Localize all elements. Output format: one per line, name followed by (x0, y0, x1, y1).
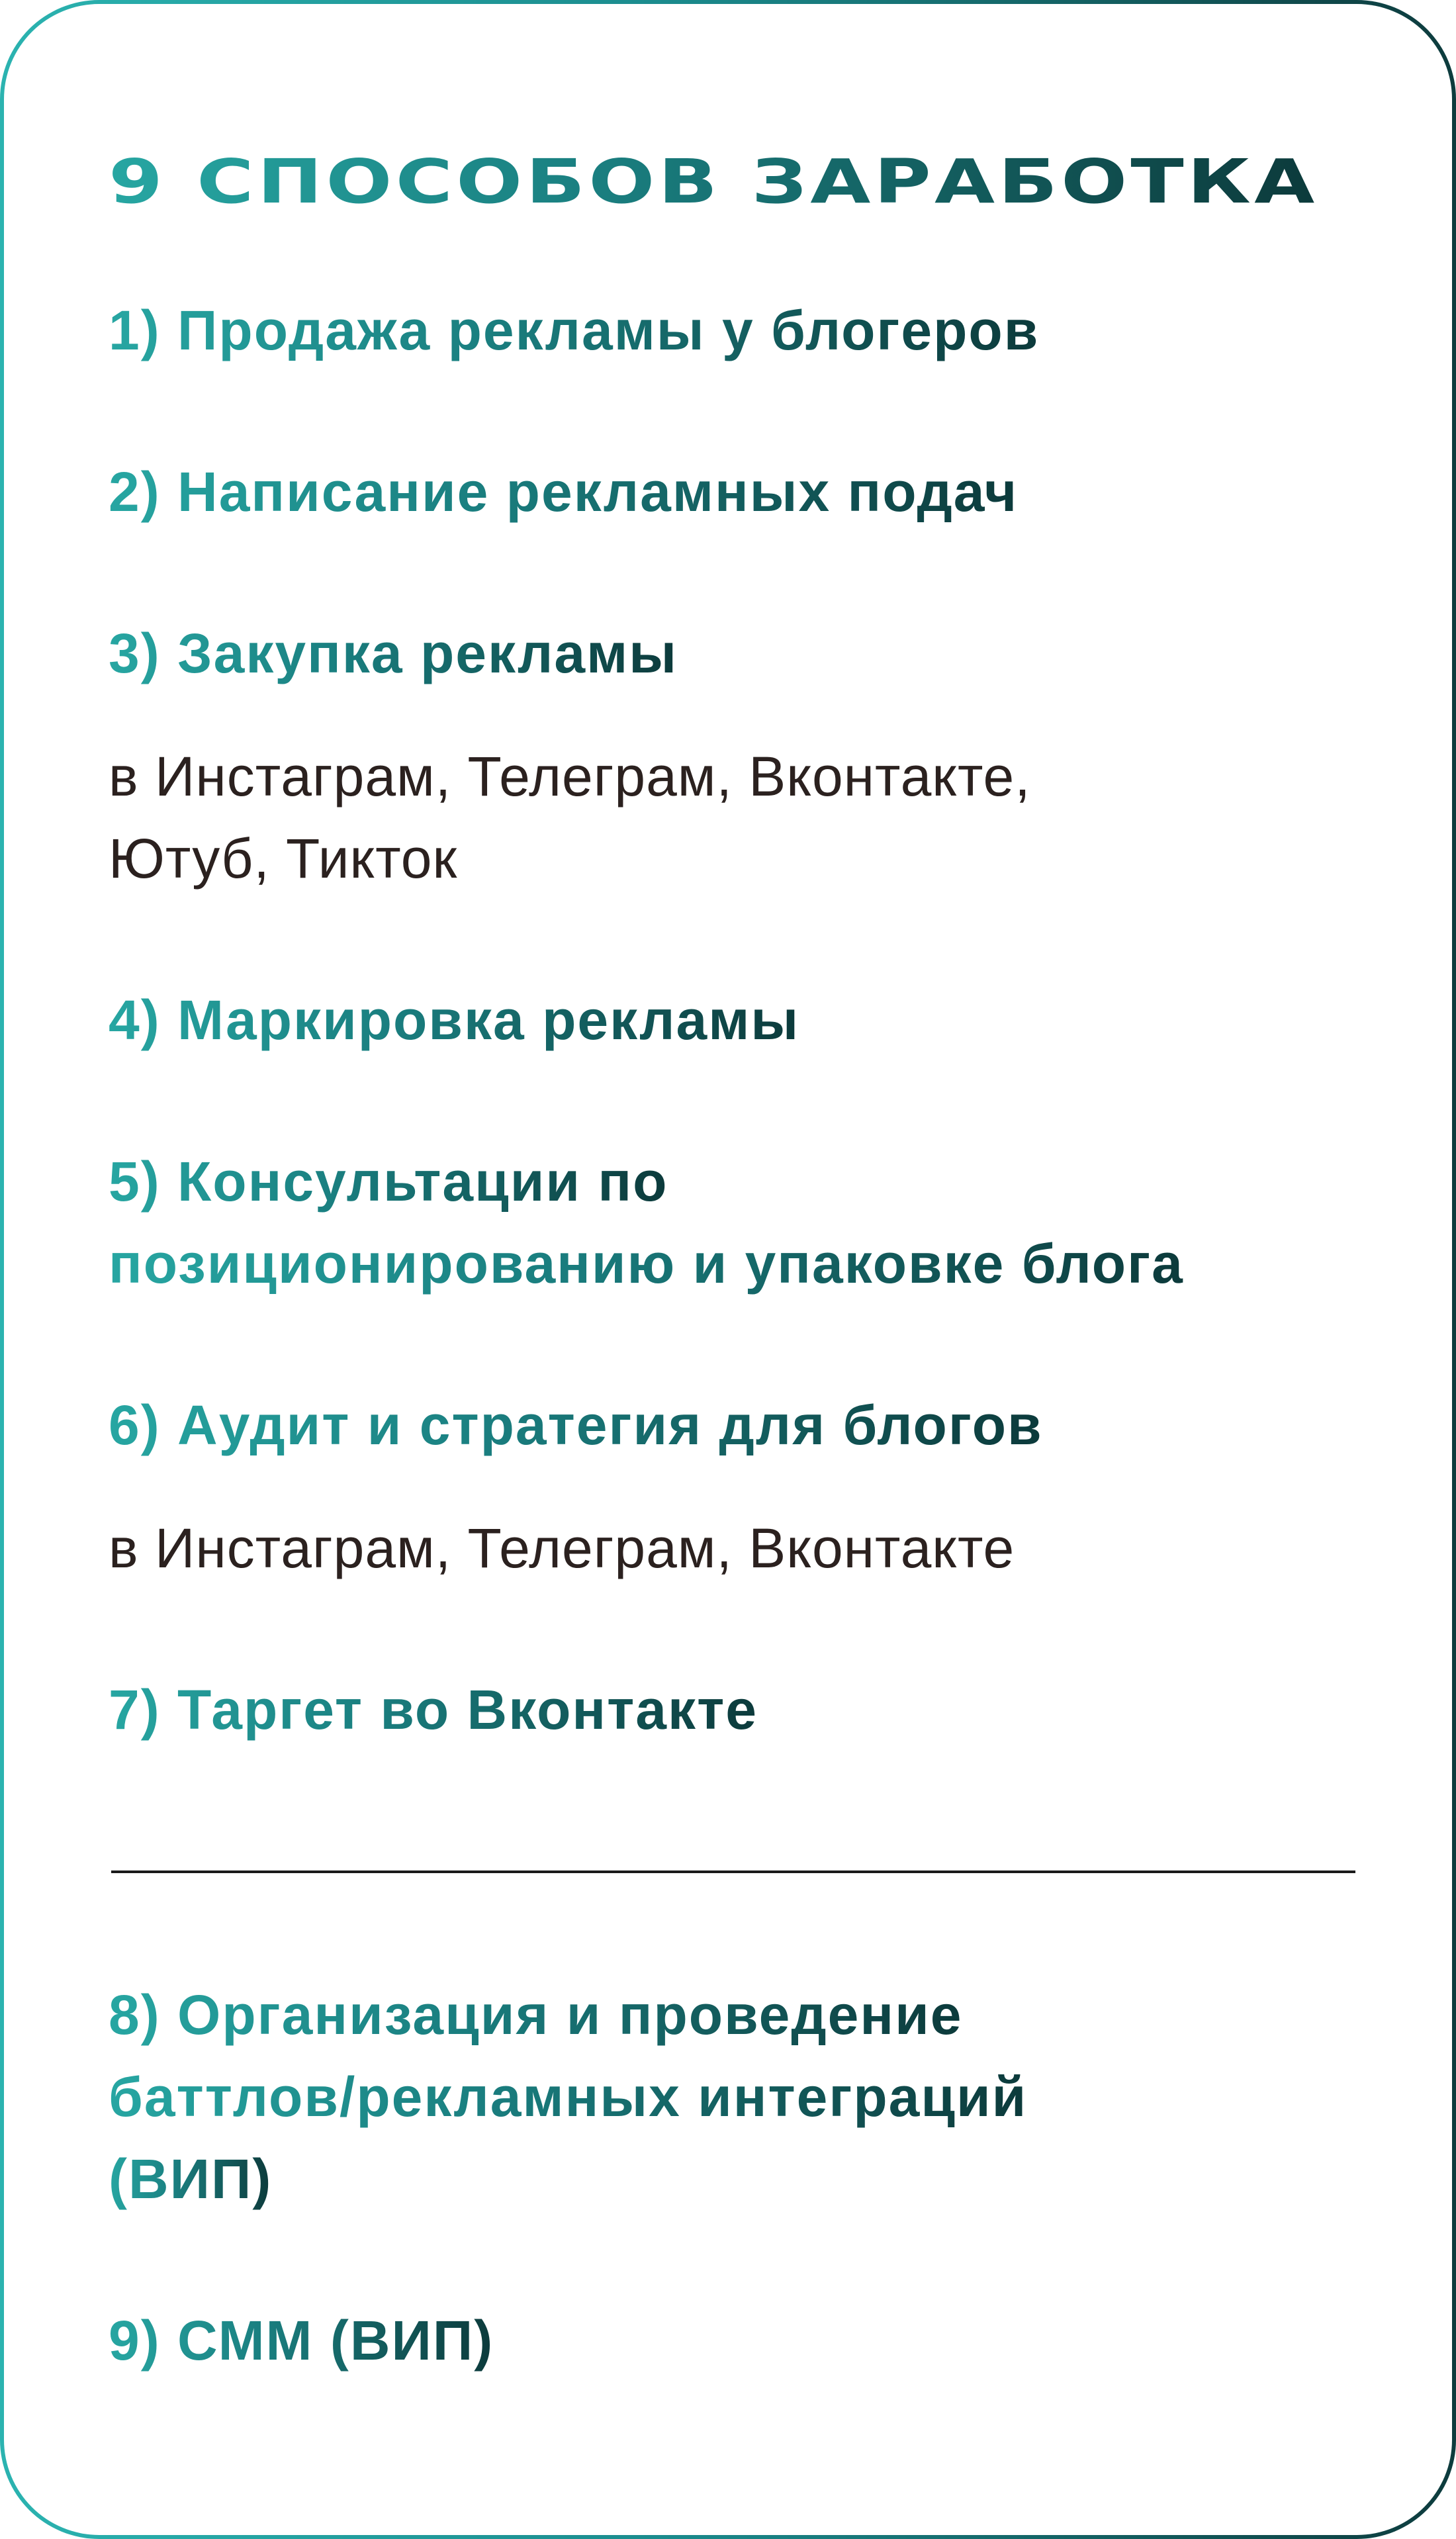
list-item-3-sub-line-2: Ютуб, Тикток (109, 827, 458, 890)
list-item-1: 1) Продажа рекламы у блогеров (109, 289, 1039, 371)
list-item-4: 4) Маркировка рекламы (109, 979, 799, 1061)
list-item-8-line-2: баттлов/рекламных интеграций (109, 2056, 1027, 2138)
list-item-8 (109, 1974, 1366, 2220)
list-item-8-line-1: 8) Организация и проведение (109, 1974, 962, 2056)
list-item-5-line-2: позиционированию и упаковке блога (109, 1223, 1184, 1305)
list-item-3: 3) Закупка рекламы (109, 612, 678, 694)
card (4, 4, 1452, 2535)
list-item-8-line-3: (ВИП) (109, 2138, 272, 2220)
upper-list (109, 148, 1366, 1751)
list-item-7: 7) Таргет во Вконтакте (109, 1669, 758, 1751)
list-item-5-line-1: 5) Консультации по (109, 1140, 668, 1223)
page-title: 9 СПОСОБОВ ЗАРАБОТКА (109, 146, 1318, 217)
list-item-3-sub-line-1: в Инстаграм, Телеграм, Вконтакте, (109, 745, 1031, 808)
list-item-9: 9) СММ (ВИП) (109, 2299, 494, 2381)
divider (111, 1870, 1355, 1873)
list-item-2: 2) Написание рекламных подач (109, 451, 1018, 533)
list-item-5 (109, 1140, 1366, 1305)
lower-list (109, 1974, 1366, 2381)
list-item-6-sub: в Инстаграм, Телеграм, Вконтакте (109, 1517, 1015, 1580)
list-item-6: 6) Аудит и стратегия для блогов (109, 1384, 1043, 1466)
